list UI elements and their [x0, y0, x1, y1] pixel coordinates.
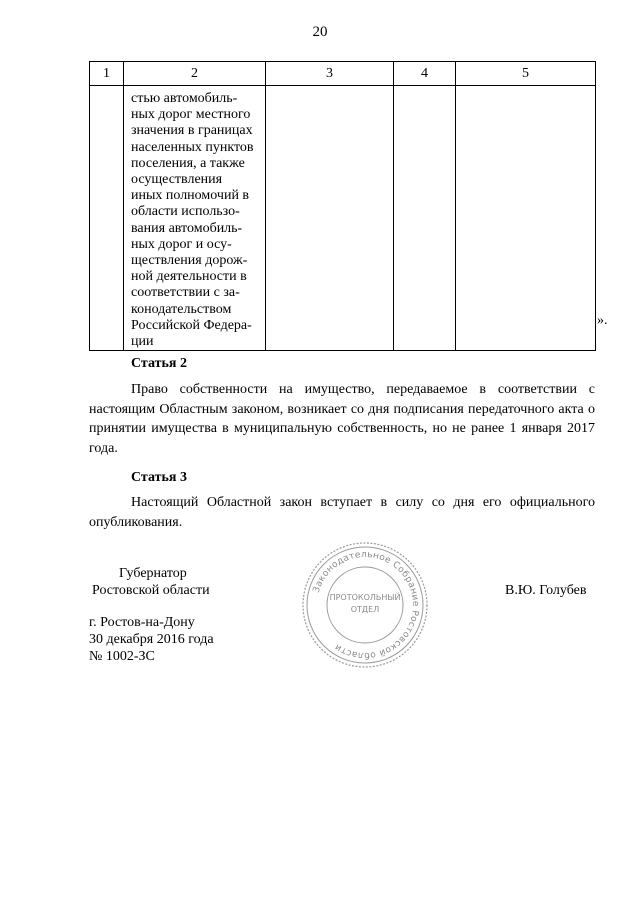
continuation-table [89, 61, 596, 351]
table-cell [456, 86, 596, 351]
seal-inner-line2: ОТДЕЛ [350, 605, 380, 614]
seal-inner-line1: ПРОТОКОЛЬНЫЙ [329, 593, 401, 602]
cell-line: поселения, а также [131, 155, 245, 171]
table-cell [124, 86, 266, 351]
cell-text [124, 86, 265, 350]
cell-line: значения в границах [131, 123, 253, 139]
cell-line: области использо- [131, 204, 240, 220]
official-seal [300, 540, 430, 670]
document-number: № 1002-ЗС [89, 649, 155, 664]
cell-line: ции [131, 334, 154, 350]
table-cell [90, 86, 124, 351]
cell-line: ществления дорож- [131, 253, 248, 269]
article-2-heading: Статья 2 [131, 356, 187, 371]
column-header: 4 [394, 62, 456, 86]
cell-line: населенных пунктов [131, 139, 254, 155]
article-2-text: Право собственности на имущество, передаваемое в соответствии с настоящим Областным законом, возникает со дня подписания передаточного акта о принятии имущества в муниципальную собственность, но не ранее 1 января 2017 года. [89, 382, 595, 456]
cell-line: ных дорог и осу- [131, 236, 232, 252]
cell-line: Российской Федера- [131, 317, 252, 333]
cell-line: ной деятельности в [131, 269, 247, 285]
cell-line: осуществления [131, 172, 223, 188]
signature-title-line1: Губернатор [119, 566, 187, 581]
table-row [90, 86, 596, 351]
column-header: 2 [124, 62, 266, 86]
table-cell [266, 86, 394, 351]
column-header: 3 [266, 62, 394, 86]
closing-quote: ». [597, 313, 608, 328]
cell-line: соответствии с за- [131, 285, 240, 301]
cell-line: вания автомобиль- [131, 220, 243, 236]
article-3-heading: Статья 3 [131, 470, 187, 485]
cell-line: конодательством [131, 301, 232, 317]
signature-title-line2: Ростовской области [92, 583, 210, 598]
cell-line: иных полномочий в [131, 188, 250, 204]
place-city: г. Ростов-на-Дону [89, 615, 195, 630]
table-cell [394, 86, 456, 351]
column-header: 1 [90, 62, 124, 86]
table-header-row [90, 62, 596, 86]
column-header: 5 [456, 62, 596, 86]
article-3-text: Настоящий Областной закон вступает в силу со дня его официального опубликования. [89, 495, 595, 530]
page-number: 20 [312, 24, 328, 40]
seal-outer-text: Законодательное Собрание Ростовской области [311, 549, 421, 661]
document-date: 30 декабря 2016 года [89, 632, 214, 647]
signature-name: В.Ю. Голубев [505, 583, 587, 598]
cell-line: стью автомобиль- [131, 91, 238, 106]
cell-line: ных дорог местного [131, 107, 251, 123]
